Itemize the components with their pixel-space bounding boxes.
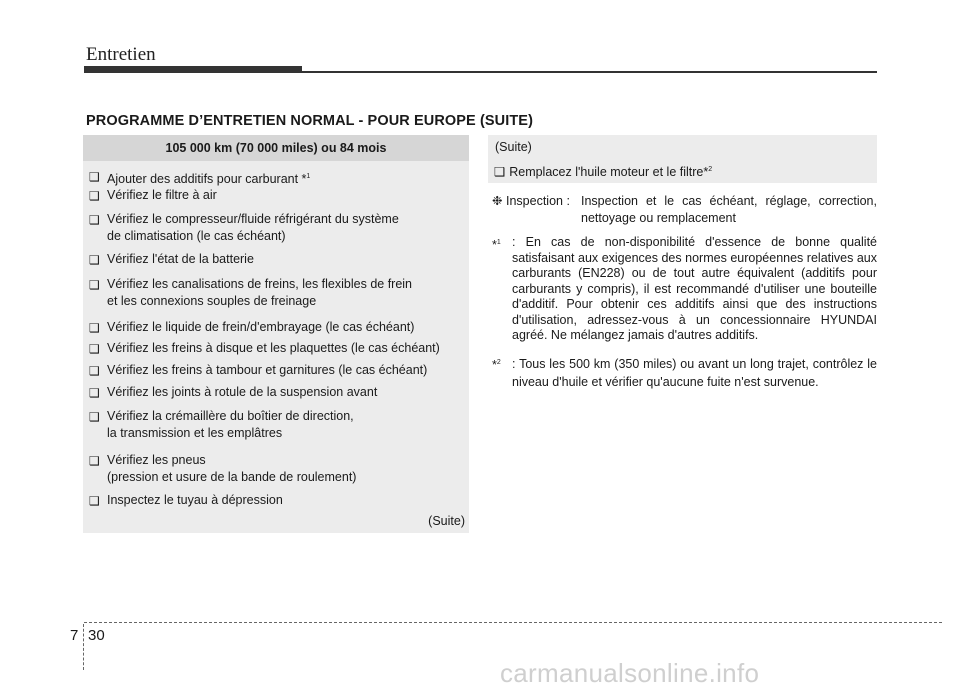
checkbox-icon: ❑: [89, 386, 100, 400]
suite-label-right: (Suite): [495, 140, 532, 154]
header-rule-thin: [302, 71, 877, 73]
footnote-1: [492, 235, 877, 344]
footnote-text: : Tous les 500 km (350 miles) ou avant un long trajet, contrôlez le niveau d'huile et vérifier qu'aucune fuite n'est survenue.: [512, 357, 877, 389]
maintenance-item: [87, 211, 399, 245]
checkbox-icon: ❑: [89, 410, 100, 424]
checkbox-icon: ❑: [89, 494, 100, 508]
item-text-continued: la transmission et les emplâtres: [107, 426, 283, 440]
interval-heading: 105 000 km (70 000 miles) ou 84 mois: [83, 135, 469, 161]
suite-label-left: (Suite): [428, 514, 465, 528]
maintenance-item: [87, 492, 283, 509]
maintenance-item-list: [83, 161, 469, 508]
checkbox-icon: ❑: [89, 253, 100, 267]
item-text: Inspectez le tuyau à dépression: [107, 493, 283, 507]
maintenance-item: [87, 251, 254, 268]
chapter-number: 7: [70, 627, 79, 644]
maintenance-box-right: [488, 135, 877, 183]
maintenance-item: [87, 384, 377, 401]
maintenance-item: [87, 276, 412, 310]
checkbox-icon: ❑: [89, 342, 100, 356]
item-text-continued: et les connexions souples de freinage: [107, 294, 317, 308]
checkbox-icon: ❑: [89, 321, 100, 335]
inspection-symbol-icon: ❉: [492, 194, 503, 208]
maintenance-item: [87, 187, 217, 204]
maintenance-item: [87, 340, 440, 357]
item-text: Vérifiez les joints à rotule de la suspension avant: [107, 385, 378, 399]
checkbox-icon: ❑: [89, 364, 100, 378]
checkbox-icon: ❑: [89, 278, 100, 292]
checkbox-icon: ❑: [89, 170, 100, 184]
maintenance-box-left: [83, 135, 469, 533]
legend-label: Inspection :: [506, 194, 570, 208]
item-text: Vérifiez les freins à disque et les plaquettes (le cas échéant): [107, 341, 440, 355]
footnote-mark: *$^1$: [492, 238, 501, 253]
footnote-ref: 2: [708, 165, 713, 173]
header-rule-thick: [84, 66, 302, 73]
header-title: Entretien: [86, 44, 156, 65]
footnote-text: : En cas de non-disponibilité d'essence de bonne qualité satisfaisant aux exigences des normes européennes relatives aux carburants (EN228) ou de tout autre équivalent (additifs pour carburants y compris), il est recommandé d'utiliser une bouteille d'additif. Pour obtenir ces additifs ainsi que des instructions d'utilisation, adressez-vous à un concessionnaire HYUNDAI agréé. Ne mélangez jamais d'autres additifs.: [512, 235, 877, 342]
item-text-continued: de climatisation (le cas échéant): [107, 229, 286, 243]
item-text: Vérifiez la crémaillère du boîtier de direction,: [107, 409, 354, 423]
inspection-legend: [492, 193, 877, 227]
legend-text: Inspection et le cas échéant, réglage, correction, nettoyage ou remplacement: [581, 194, 877, 225]
footnote-mark: *$^2$: [492, 358, 501, 373]
maintenance-item: [87, 408, 354, 442]
footnote-2: [492, 355, 877, 391]
watermark: carmanualsonline.info: [500, 658, 760, 688]
footnote-ref: 1: [306, 173, 311, 180]
item-text: Vérifiez le liquide de frein/d'embrayage (le cas échéant): [107, 320, 415, 334]
maintenance-item: [87, 452, 356, 486]
checkbox-icon: ❑: [89, 189, 100, 203]
maintenance-item: [494, 164, 712, 179]
checkbox-icon: ❑: [89, 454, 100, 468]
item-text: Vérifiez les canalisations de freins, les flexibles de frein: [107, 277, 413, 291]
item-text: Vérifiez le filtre à air: [107, 188, 217, 202]
page-number: 30: [88, 627, 105, 644]
item-text: Ajouter des additifs pour carburant *: [107, 172, 307, 187]
footer-rule: [84, 622, 942, 623]
maintenance-item: [87, 362, 427, 379]
maintenance-item: [87, 168, 310, 188]
item-text: Vérifiez les freins à tambour et garnitures (le cas échéant): [107, 363, 428, 377]
item-text: Vérifiez le compresseur/fluide réfrigérant du système: [107, 212, 399, 226]
section-title: PROGRAMME D’ENTRETIEN NORMAL - POUR EUROPE (SUITE): [86, 113, 533, 129]
checkbox-icon: ❑: [494, 165, 506, 179]
item-text: Vérifiez l'état de la batterie: [107, 252, 254, 266]
item-text: Remplacez l'huile moteur et le filtre*: [509, 165, 709, 179]
footer-divider: [83, 624, 84, 670]
item-text: Vérifiez les pneus: [107, 453, 206, 467]
maintenance-item: [87, 319, 414, 336]
item-text-continued: (pression et usure de la bande de roulement): [107, 470, 357, 484]
checkbox-icon: ❑: [89, 213, 100, 227]
